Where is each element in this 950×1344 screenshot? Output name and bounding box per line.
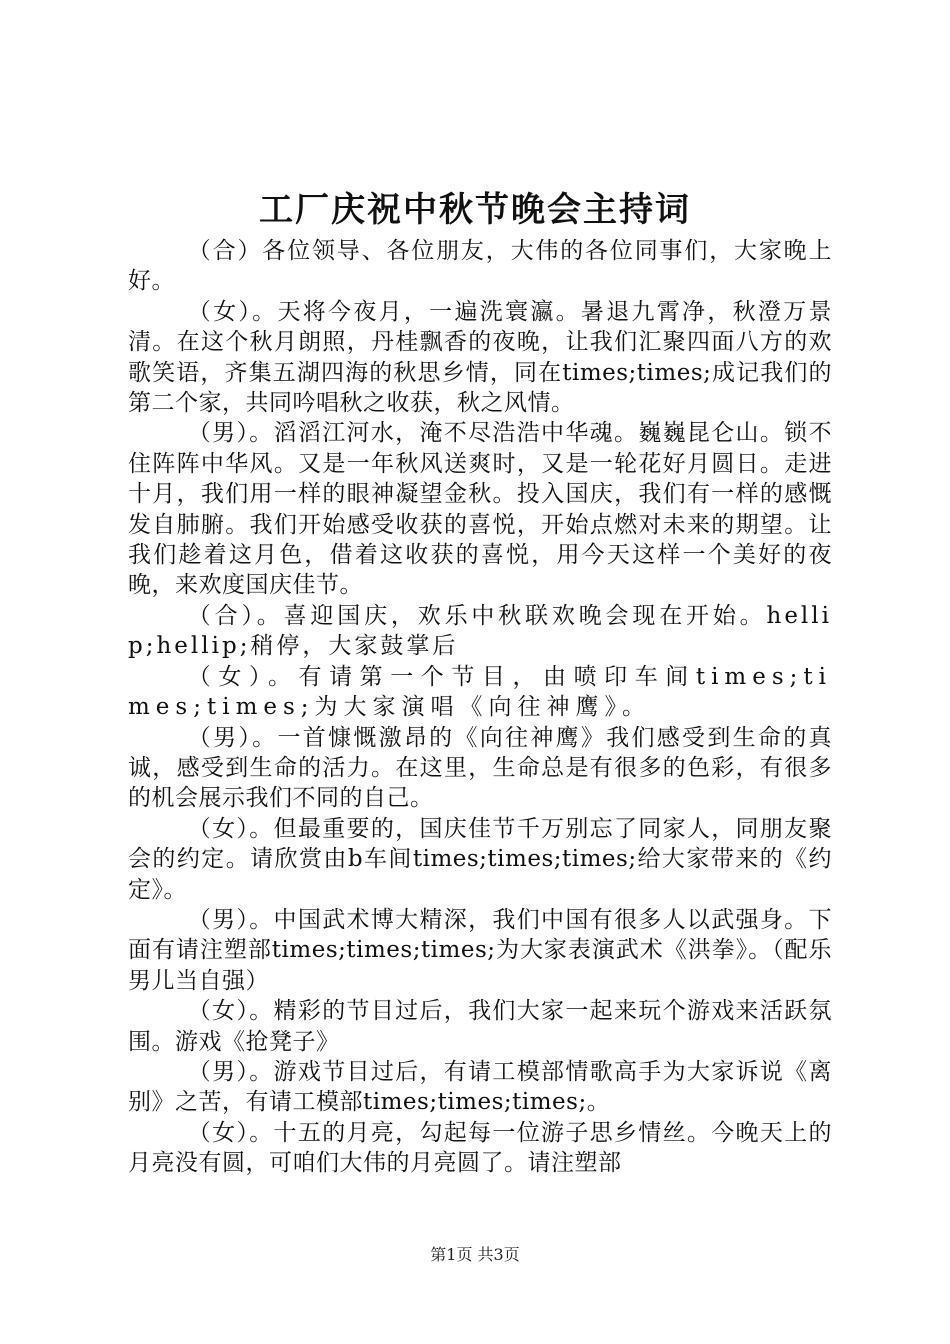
paragraph-4: （合）。喜迎国庆，欢乐中秋联欢晚会现在开始。hellip;hellip;稍停，大家鼓掌后 bbox=[128, 602, 832, 660]
paragraph-8: （男）。中国武术博大精深，我们中国有很多人以武强身。下面有请注塑部times;times;times;为大家表演武术《洪拳》。（配乐男儿当自强） bbox=[128, 906, 832, 994]
paragraph-2: （女）。天将今夜月，一遍洗寰瀛。暑退九霄净，秋澄万景清。在这个秋月朗照，丹桂飘香的夜晚，让我们汇聚四面八方的欢歌笑语，齐集五湖四海的秋思乡情，同在times;times;成记我们的第二个家，共同吟唱秋之收获，秋之风情。 bbox=[128, 298, 832, 417]
document-body bbox=[128, 236, 832, 1179]
paragraph-1: （合）各位领导、各位朋友，大伟的各位同事们，大家晚上好。 bbox=[128, 238, 832, 295]
paragraph-5: （女）。有请第一个节目，由喷印车间times;times;times;为大家演唱《向往神鹰》。 bbox=[128, 663, 832, 721]
paragraph-11: （女）。十五的月亮，勾起每一位游子思乡情丝。今晚天上的月亮没有圆，可咱们大伟的月亮圆了。请注塑部 bbox=[128, 1119, 832, 1177]
page-footer: 第1页 共3页 bbox=[430, 1245, 520, 1264]
paragraph-10: （男）。游戏节目过后，有请工模部情歌高手为大家诉说《离别》之苦，有请工模部times;times;times;。 bbox=[128, 1058, 832, 1116]
paragraph-6: （男）。一首慷慨激昂的《向往神鹰》我们感受到生命的真诚，感受到生命的活力。在这里，生命总是有很多的色彩，有很多的机会展示我们不同的自己。 bbox=[128, 724, 832, 812]
paragraph-7: （女）。但最重要的，国庆佳节千万别忘了同家人，同朋友聚会的约定。请欣赏由b车间times;times;times;给大家带来的《约定》。 bbox=[128, 815, 832, 903]
document-title: 工厂庆祝中秋节晚会主持词 bbox=[259, 190, 691, 230]
paragraph-9: （女）。精彩的节目过后，我们大家一起来玩个游戏来活跃氛围。游戏《抢凳子》 bbox=[128, 998, 832, 1055]
paragraph-3: （男）。滔滔江河水，淹不尽浩浩中华魂。巍巍昆仑山。锁不住阵阵中华风。又是一年秋风送爽时，又是一轮花好月圆日。走进十月，我们用一样的眼神凝望金秋。投入国庆，我们有一样的感慨发自肺腑。我们开始感受收获的喜悦，开始点燃对未来的期望。让我们趁着这月色，借着这收获的喜悦，用今天这样一个美好的夜晚，来欢度国庆佳节。 bbox=[128, 420, 832, 599]
